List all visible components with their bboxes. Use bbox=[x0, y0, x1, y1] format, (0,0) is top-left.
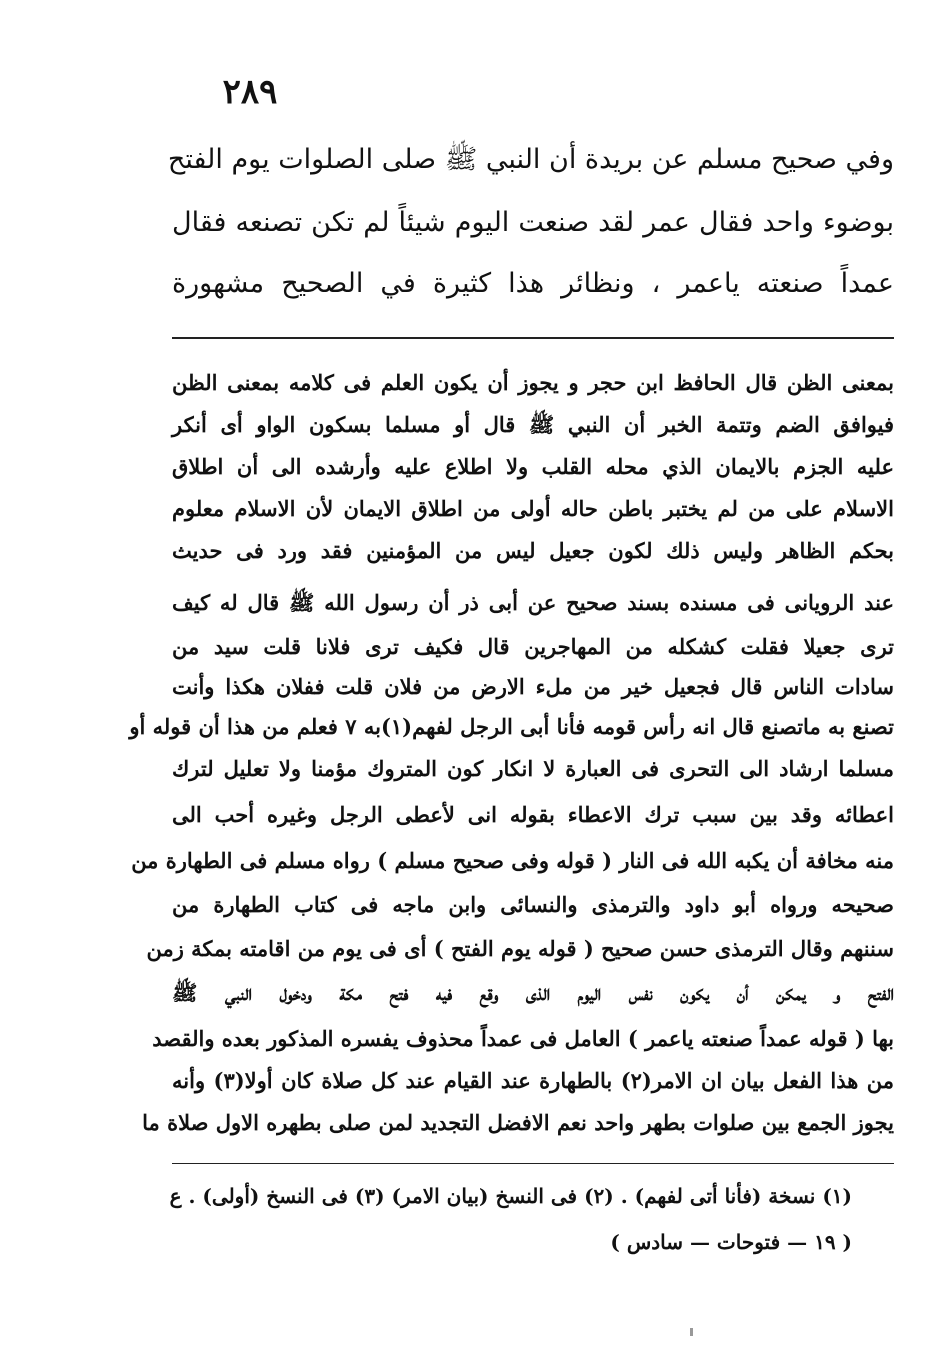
commentary-line: فيوافق الضم وتتمة الخبر أن النبي ﷺ قال أو مسلما بسكون الواو أى أنكر bbox=[172, 412, 894, 437]
commentary-line: تصنع به ماتصنع قال انه رأس قومه فأنا أبى الرجل لفهم(١)به ٧ فعلم من هذا أن قوله أو bbox=[129, 714, 894, 739]
footnote-divider bbox=[172, 1163, 894, 1164]
commentary-line: من هذا الفعل بيان ان الامر(٢) بالطهارة عند القيام عند كل صلاة كان أولا(٣) وأنه bbox=[172, 1068, 895, 1093]
commentary-line: سادات الناس قال فجعيل خير من ملء الارض من فلان قلت ففلان هكذا وأنت bbox=[172, 674, 894, 699]
commentary-line: ترى جعيلا فقلت كشكله من المهاجرين قال فكيف ترى فلانا قلت سيد من bbox=[172, 634, 894, 659]
scan-speck bbox=[690, 1328, 693, 1336]
commentary-line: بها ( قوله عمداً صنعته ياعمر ) العامل فى عمداً محذوف يفسره المذكور بعده والقصد bbox=[152, 1026, 894, 1051]
matn-line: عمداً صنعته ياعمر ، ونظائر هذا كثيرة في الصحيح مشهورة bbox=[172, 268, 894, 299]
commentary-line: عليه الجزم بالايمان الذي محله القلب ولا اطلاع عليه وأرشده الى أن اطلاق bbox=[172, 454, 894, 479]
page-number: ٢٨٩ bbox=[222, 72, 278, 112]
commentary-line: منه مخافة أن يكبه الله فى النار ( قوله وفى صحيح مسلم ) رواه مسلم فى الطهارة من bbox=[131, 848, 894, 873]
matn-line: بوضوء واحد فقال عمر لقد صنعت اليوم شيئاً لم تكن تصنعه فقال bbox=[172, 207, 894, 238]
commentary-line: الفتح و يمكن أن يكون نفس اليوم الذى وقع فيه فتح مكة ودخول النبي ﷺ bbox=[172, 980, 894, 1005]
commentary-line: بحكم الظاهر وليس ذلك لكون جعيل ليس من المؤمنين فقد ورد فى حديث bbox=[172, 538, 894, 563]
commentary-line: سننهم وقال الترمذى حسن صحيح ( قوله يوم الفتح ) أى فى يوم من اقامته بمكة زمن bbox=[146, 936, 894, 961]
commentary-line: عند الرويانى فى مسنده بسند صحيح عن أبى ذر أن رسول الله ﷺ قال له كيف bbox=[172, 590, 894, 615]
section-divider bbox=[172, 337, 894, 339]
commentary-line: الاسلام على من لم يختبر باطن حاله أولى من اطلاق الايمان لأن الاسلام معلوم bbox=[172, 496, 894, 521]
commentary-line: بمعنى الظن قال الحافظ ابن حجر و يجوز أن يكون العلم فى كلامه بمعنى الظن bbox=[172, 370, 894, 395]
matn-line: وفي صحيح مسلم عن بريدة أن النبي ﷺ صلى الصلوات يوم الفتح bbox=[167, 144, 894, 175]
commentary-line: اعطائه وقد بين سبب ترك الاعطاء بقوله انى لأعطى الرجل وغيره أحب الى bbox=[172, 802, 894, 827]
commentary-line: يجوز الجمع بين صلوات بطهر واحد نعم الافضل التجديد لمن صلى بطهره الاول صلاة ما bbox=[142, 1110, 894, 1135]
commentary-line: مسلما ارشاد الى التحرى فى العبارة لا انكار كون المتروك مؤمنا ولا تعليل لترك bbox=[172, 756, 894, 781]
signature-line: ( ١٩ — فتوحات — سادس ) bbox=[610, 1230, 852, 1254]
footnote-line: (١) نسخة (فأنا أتى لفهم) . (٢) فى النسخ (بيان الامر) (٣) فى النسخ (أولى) . ع bbox=[169, 1184, 852, 1208]
commentary-line: صحيحه ورواه أبو داود والترمذى والنسائى وابن ماجه فى كتاب الطهارة من bbox=[172, 892, 894, 917]
